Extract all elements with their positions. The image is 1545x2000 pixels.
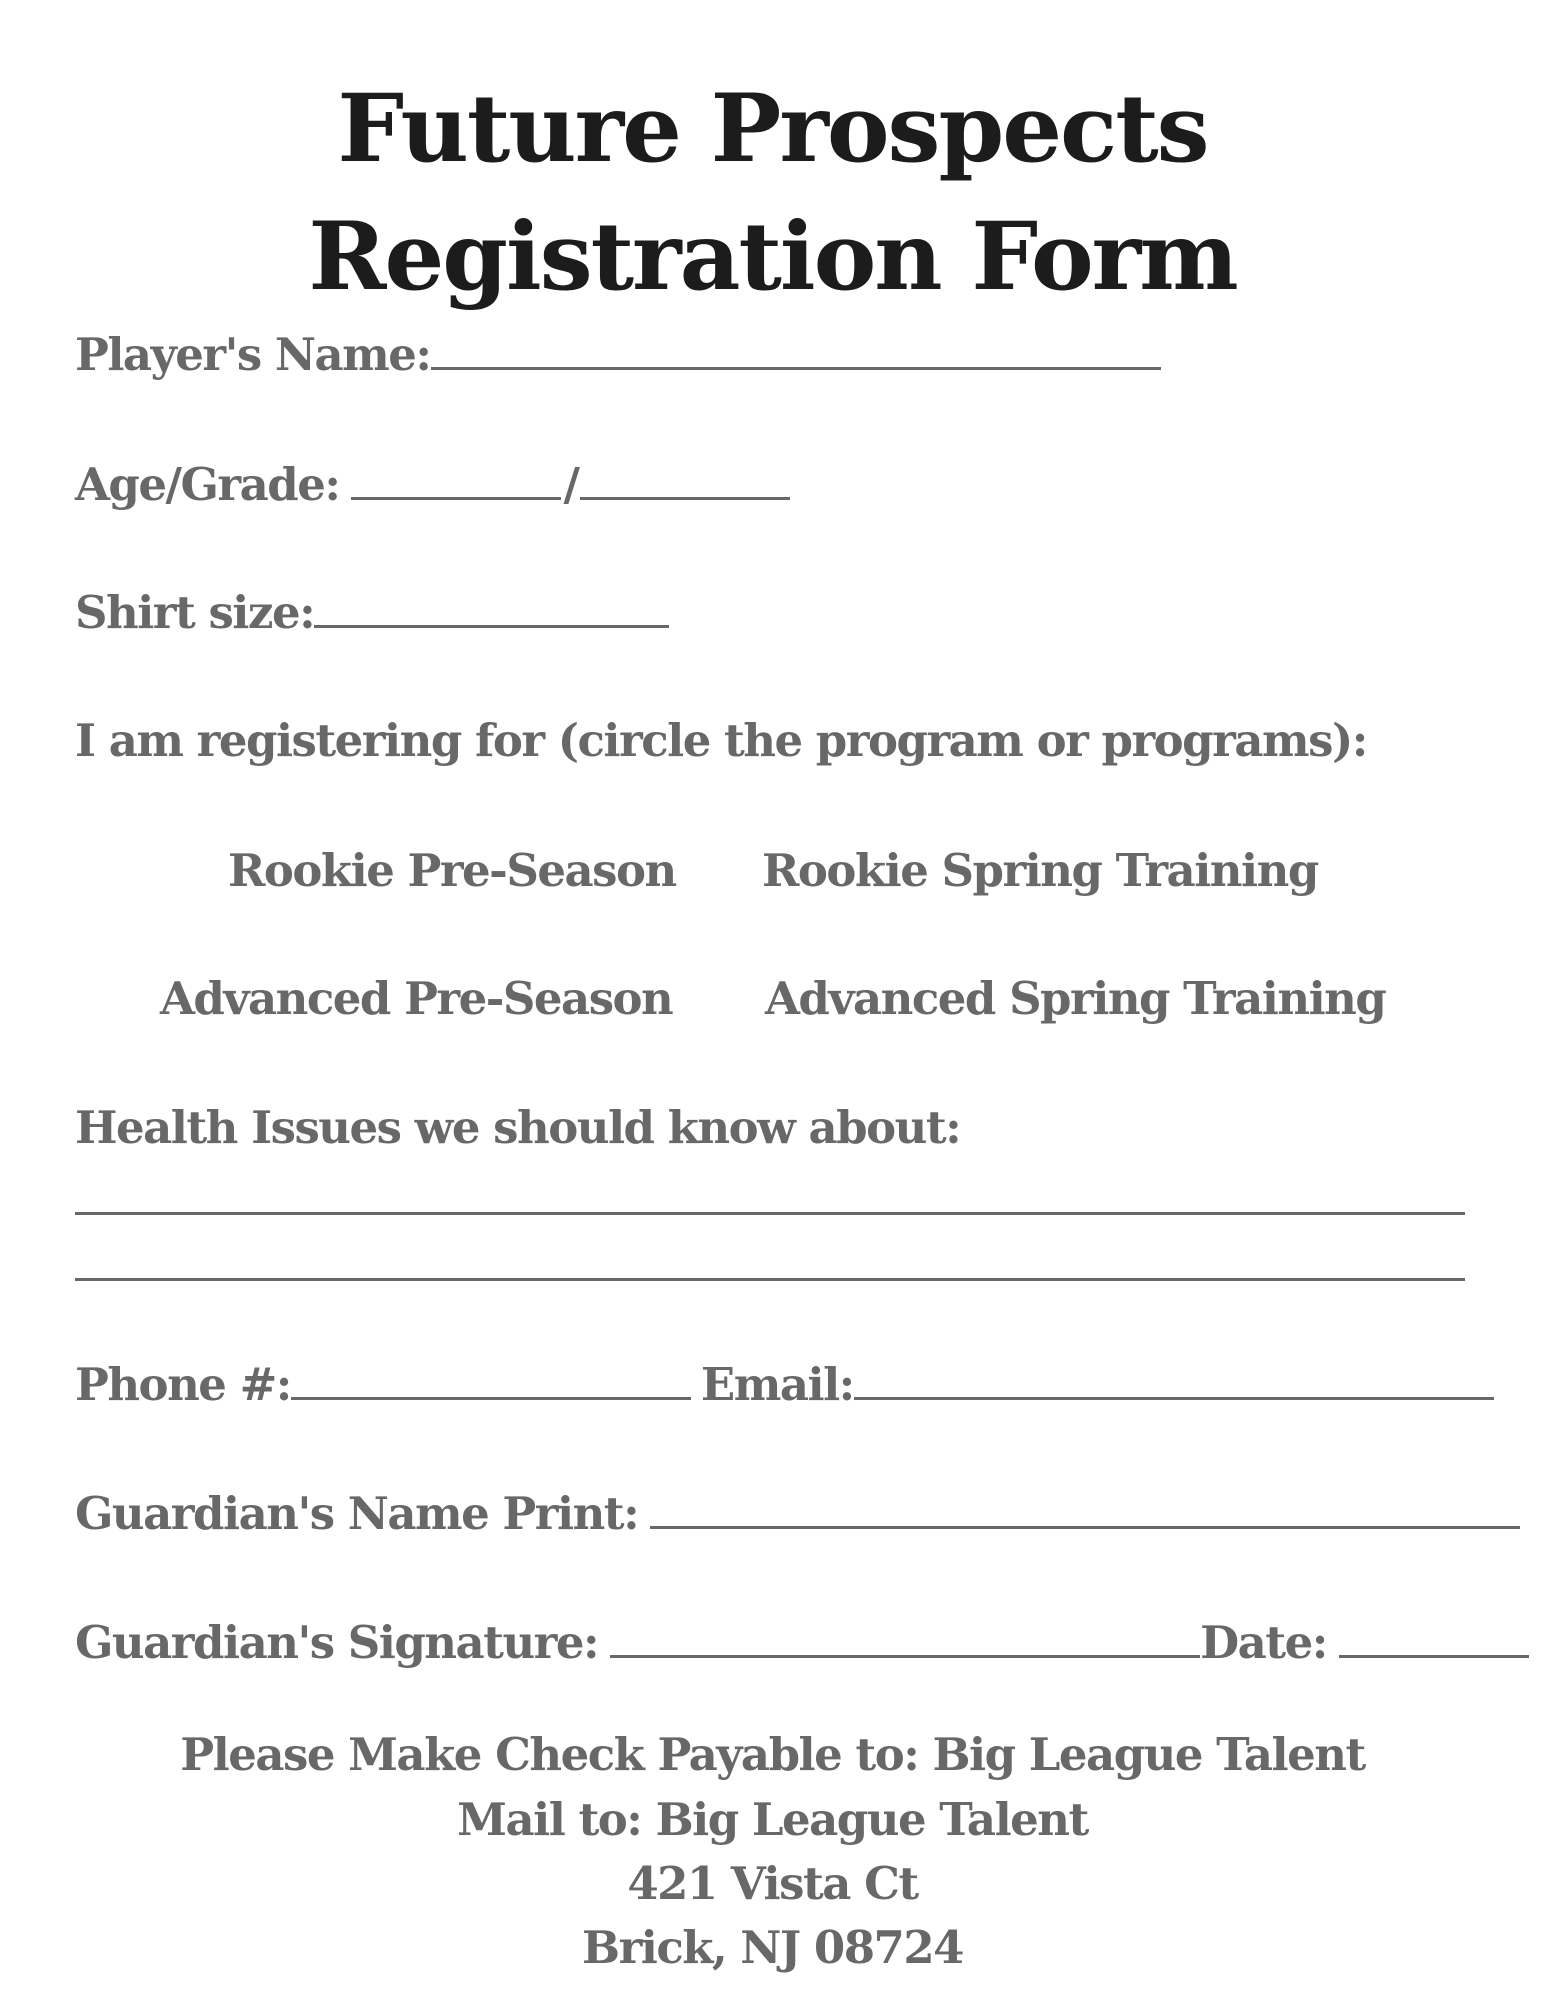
player-name-label: Player's Name: [75,328,431,381]
age-field[interactable] [351,495,561,500]
program-rookie-spring-training[interactable]: Rookie Spring Training [762,844,1318,897]
registering-label: I am registering for (circle the program or programs): [75,714,1367,767]
phone-field[interactable] [291,1395,691,1400]
player-name-row [75,328,1161,381]
age-grade-label: Age/Grade: [75,458,340,511]
phone-email-row [75,1358,1494,1411]
footer-street-line: 421 Vista Ct [627,1857,918,1910]
health-issues-line-2[interactable] [75,1278,1465,1281]
email-label: Email: [700,1358,854,1411]
form-title-line-1: Future Prospects [337,74,1208,184]
guardian-name-label: Guardian's Name Print: [75,1487,639,1540]
player-name-field[interactable] [431,365,1161,370]
date-label: Date: [1200,1616,1327,1669]
date-field[interactable] [1339,1653,1529,1658]
email-field[interactable] [854,1395,1494,1400]
footer-city-line: Brick, NJ 08724 [582,1921,963,1974]
age-grade-separator: / [563,458,579,511]
health-issues-row [75,1101,961,1154]
program-rookie-pre-season[interactable]: Rookie Pre-Season [228,844,676,897]
health-issues-label: Health Issues we should know about: [75,1101,961,1154]
age-grade-row [75,458,790,511]
footer-mail-to-line: Mail to: Big League Talent [457,1793,1088,1846]
program-advanced-pre-season[interactable]: Advanced Pre-Season [160,972,673,1025]
shirt-size-field[interactable] [314,623,669,628]
health-issues-line-1[interactable] [75,1212,1465,1215]
guardian-name-row [75,1487,1520,1540]
shirt-size-label: Shirt size: [75,586,315,639]
form-title-line-2: Registration Form [308,202,1237,312]
guardian-name-field[interactable] [650,1524,1520,1529]
program-advanced-spring-training[interactable]: Advanced Spring Training [765,972,1386,1025]
guardian-signature-field[interactable] [610,1653,1200,1658]
grade-field[interactable] [580,495,790,500]
shirt-size-row [75,586,669,639]
guardian-signature-label: Guardian's Signature: [75,1616,599,1669]
footer-payable-line: Please Make Check Payable to: Big League Talent [180,1728,1365,1781]
registering-row [75,714,1367,767]
phone-label: Phone #: [75,1358,291,1411]
guardian-signature-row [75,1616,1529,1669]
